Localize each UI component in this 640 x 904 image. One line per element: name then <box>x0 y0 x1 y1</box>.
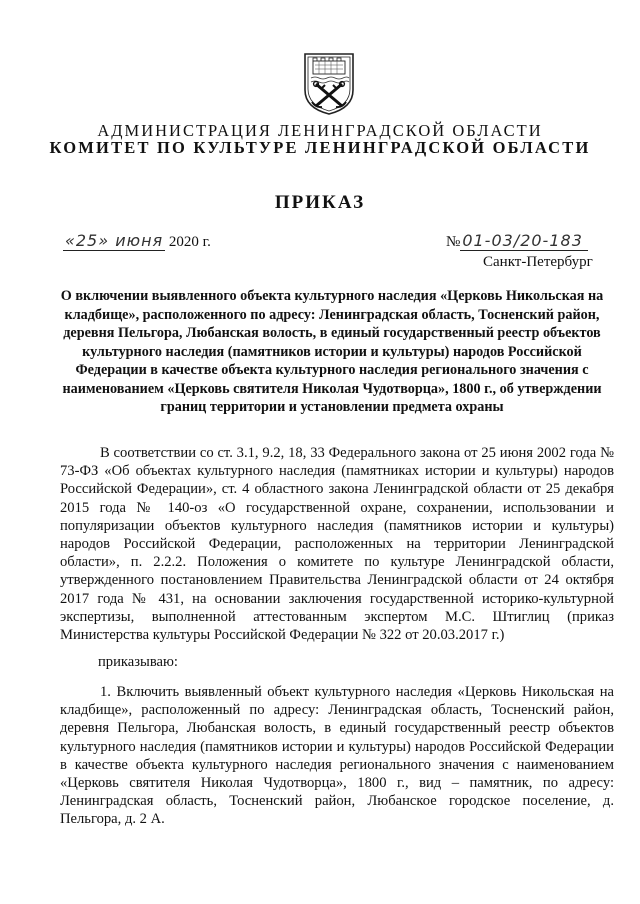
command-line <box>60 653 614 671</box>
organization-name: АДМИНИСТРАЦИЯ ЛЕНИНГРАДСКОЙ ОБЛАСТИ <box>97 121 543 140</box>
document-city: Санкт-Петербург <box>483 254 593 270</box>
number-prefix: № <box>446 234 461 250</box>
coat-of-arms-emblem-icon <box>303 52 355 116</box>
document-date <box>63 231 211 251</box>
preamble-paragraph: В соответствии со ст. 3.1, 9.2, 18, 33 Федерального закона от 25 июня 2002 года № 73-ФЗ «Об объектах культурного наследия (памятниках истории и культуры) народов Российской Федерации», ст. 4 областного закона Ленинградской области от 25 декабря 2015 года № 140-оз «О государственной охране, сохранении, использовании и популяризации объектов культурного наследия (памятников истории и культуры) народов Российской Федерации, расположенных на территории Ленинградской области», п. 2.2.2. Положения о комитете по культуре Ленинградской области, утвержденного постановлением Правительства Ленинградской области от 24 октября 2017 года № 431, на основании заключения государственной историко-культурной экспертизы, выполненной аттестованным экспертом М.С. Штиглиц (приказ Министерства культуры Российской Федерации № 322 от 20.03.2017 г.) <box>60 445 614 644</box>
document-number <box>446 231 588 251</box>
command-text: приказываю: <box>98 654 178 670</box>
document-subject: О включении выявленного объекта культурного наследия «Церковь Никольская на кладбище», расположенного по адресу: Ленинградская область, Тосненский район, деревня Пельгора, Любанская волость, в единый государственный реестр объектов культурного наследия (памятников истории и культуры) народов Российской Федерации в качестве объекта культурного наследия регионального значения с наименованием «Церковь святителя Николая Чудотворца», 1800 г., об утверждении границ территории и установлении предмета охраны <box>60 288 604 415</box>
handwritten-number: 01-03/20-183 <box>460 231 588 251</box>
committee-name: КОМИТЕТ ПО КУЛЬТУРЕ ЛЕНИНГРАДСКОЙ ОБЛАСТИ <box>49 138 591 157</box>
date-year: 2020 г. <box>168 234 211 250</box>
document-title: ПРИКАЗ <box>274 192 366 213</box>
handwritten-date: «25» июня <box>65 231 164 250</box>
order-item-1: 1. Включить выявленный объект культурного наследия «Церковь Никольская на кладбище», расположенный по адресу: Ленинградская область, Тосненский район, деревня Пельгора, Любанская волость, в единый государственный реестр объектов культурного наследия (памятников истории и культуры) народов Российской Федерации в качестве объекта культурного наследия регионального значения с наименованием «Церковь святителя Николая Чудотворца», 1800 г., вид – памятник, по адресу: Ленинградская область, Тосненский район, Любанское городское поселение, д. Пельгора, д. 2 А. <box>60 684 614 828</box>
